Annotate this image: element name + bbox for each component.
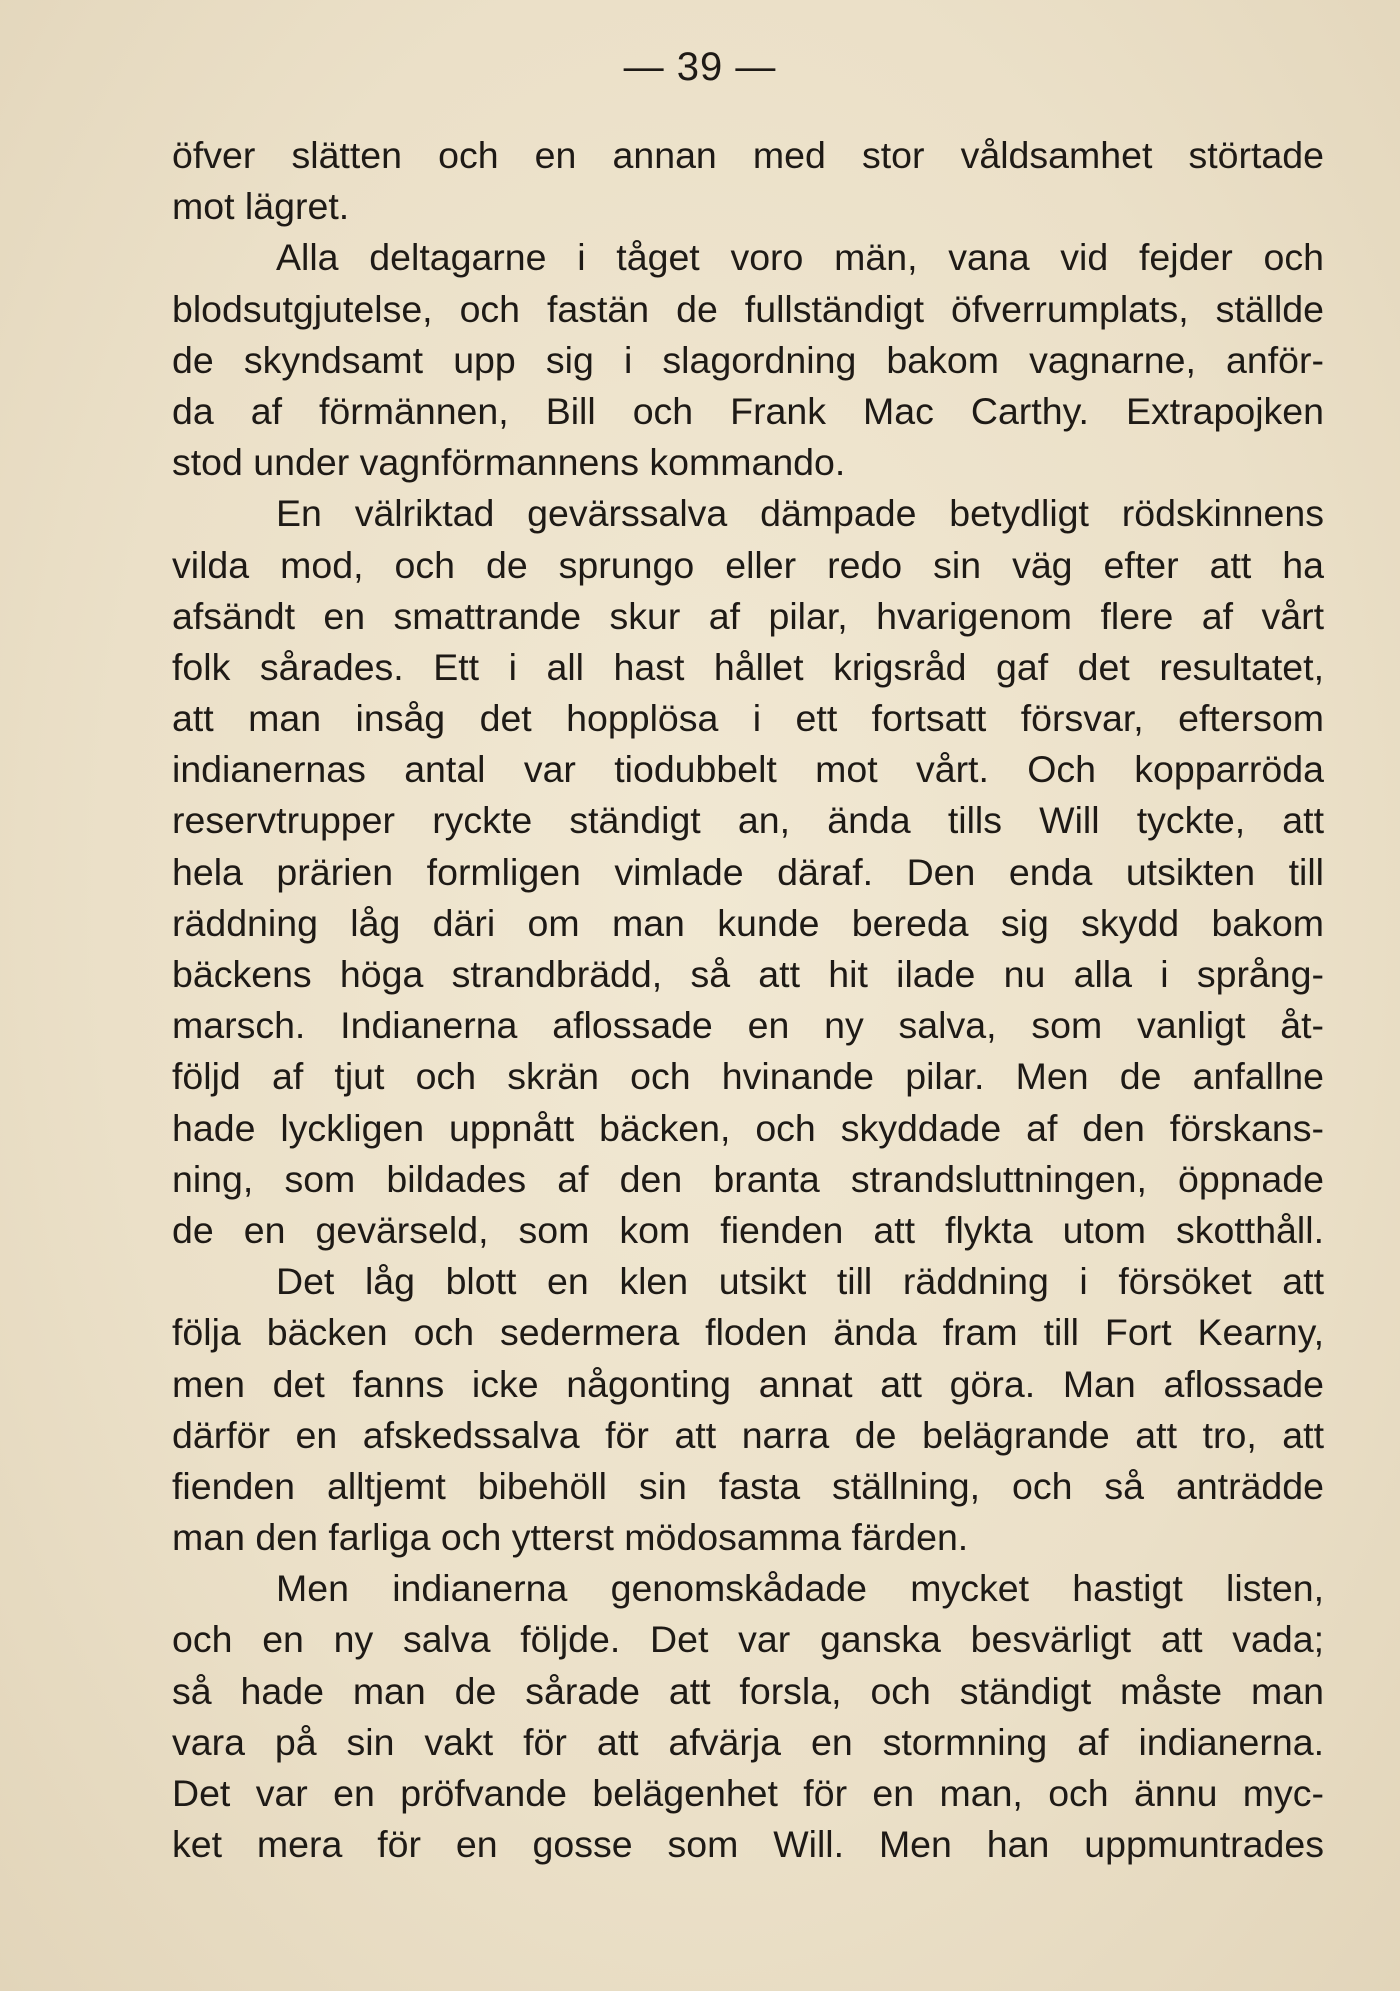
text-line: Det var en pröfvande belägenhet för en man, och ännu myc-: [172, 1772, 1324, 1814]
text-line: hela prärien formligen vimlade däraf. Den enda utsikten till: [172, 850, 1324, 893]
text-line: följa bäcken och sedermera floden ända fram till Fort Kearny,: [172, 1311, 1324, 1354]
text-line: fienden alltjemt bibehöll sin fasta ställning, och så anträdde: [172, 1464, 1324, 1507]
text-line: Det låg blott en klen utsikt till räddning i försöket att: [276, 1260, 1324, 1303]
text-line: de skyndsamt upp sig i slagordning bakom vagnarne, anför-: [172, 338, 1324, 381]
text-line: vara på sin vakt för att afvärja en stormning af indianerna.: [172, 1720, 1324, 1763]
text-line: de en gevärseld, som kom fienden att flykta utom skotthåll.: [172, 1208, 1324, 1251]
text-line: ning, som bildades af den branta strandsluttningen, öppnade: [172, 1157, 1324, 1200]
text-line: mot lägret.: [172, 185, 350, 228]
text-line: att man insåg det hopplösa i ett fortsatt försvar, eftersom: [172, 697, 1324, 740]
text-line: stod under vagnförmannens kommando.: [172, 441, 846, 484]
text-line: da af förmännen, Bill och Frank Mac Carthy. Extrapojken: [172, 389, 1324, 432]
text-line: folk sårades. Ett i all hast hållet krigsråd gaf det resultatet,: [172, 645, 1324, 688]
text-line: marsch. Indianerna aflossade en ny salva, som vanligt åt-: [172, 1004, 1324, 1047]
text-line: blodsutgjutelse, och fastän de fullständigt öfverrumplats, ställde: [172, 287, 1324, 330]
text-line: bäckens höga strandbrädd, så att hit ilade nu alla i språng-: [172, 953, 1324, 995]
text-line: reservtrupper ryckte ständigt an, ända tills Will tyckte, att: [172, 799, 1324, 842]
text-line: öfver slätten och en annan med stor våldsamhet störtade: [172, 134, 1324, 176]
page-number: — 39 —: [623, 45, 777, 89]
text-line: En välriktad gevärssalva dämpade betydligt rödskinnens: [276, 492, 1324, 535]
text-line: räddning låg däri om man kunde bereda sig skydd bakom: [172, 901, 1324, 944]
body-text: [172, 130, 1324, 1870]
text-line: indianernas antal var tiodubbelt mot vårt. Och kopparröda: [172, 748, 1324, 791]
text-line: och en ny salva följde. Det var ganska besvärligt att vada;: [172, 1618, 1324, 1661]
text-line: vilda mod, och de sprungo eller redo sin väg efter att ha: [172, 543, 1324, 586]
text-line: hade lyckligen uppnått bäcken, och skyddade af den förskans-: [172, 1106, 1324, 1149]
text-line: så hade man de sårade att forsla, och ständigt måste man: [172, 1669, 1324, 1712]
text-line: följd af tjut och skrän och hvinande pilar. Men de anfallne: [172, 1055, 1324, 1098]
text-line: Men indianerna genomskådade mycket hastigt listen,: [276, 1567, 1324, 1610]
text-line: man den farliga och ytterst mödosamma färden.: [172, 1516, 969, 1559]
text-line: afsändt en smattrande skur af pilar, hvarigenom flere af vårt: [172, 594, 1324, 637]
text-line: Alla deltagarne i tåget voro män, vana vid fejder och: [276, 236, 1324, 279]
text-line: men det fanns icke någonting annat att göra. Man aflossade: [172, 1362, 1324, 1405]
text-line: därför en afskedssalva för att narra de belägrande att tro, att: [172, 1413, 1324, 1456]
text-line: ket mera för en gosse som Will. Men han uppmuntrades: [172, 1823, 1324, 1866]
